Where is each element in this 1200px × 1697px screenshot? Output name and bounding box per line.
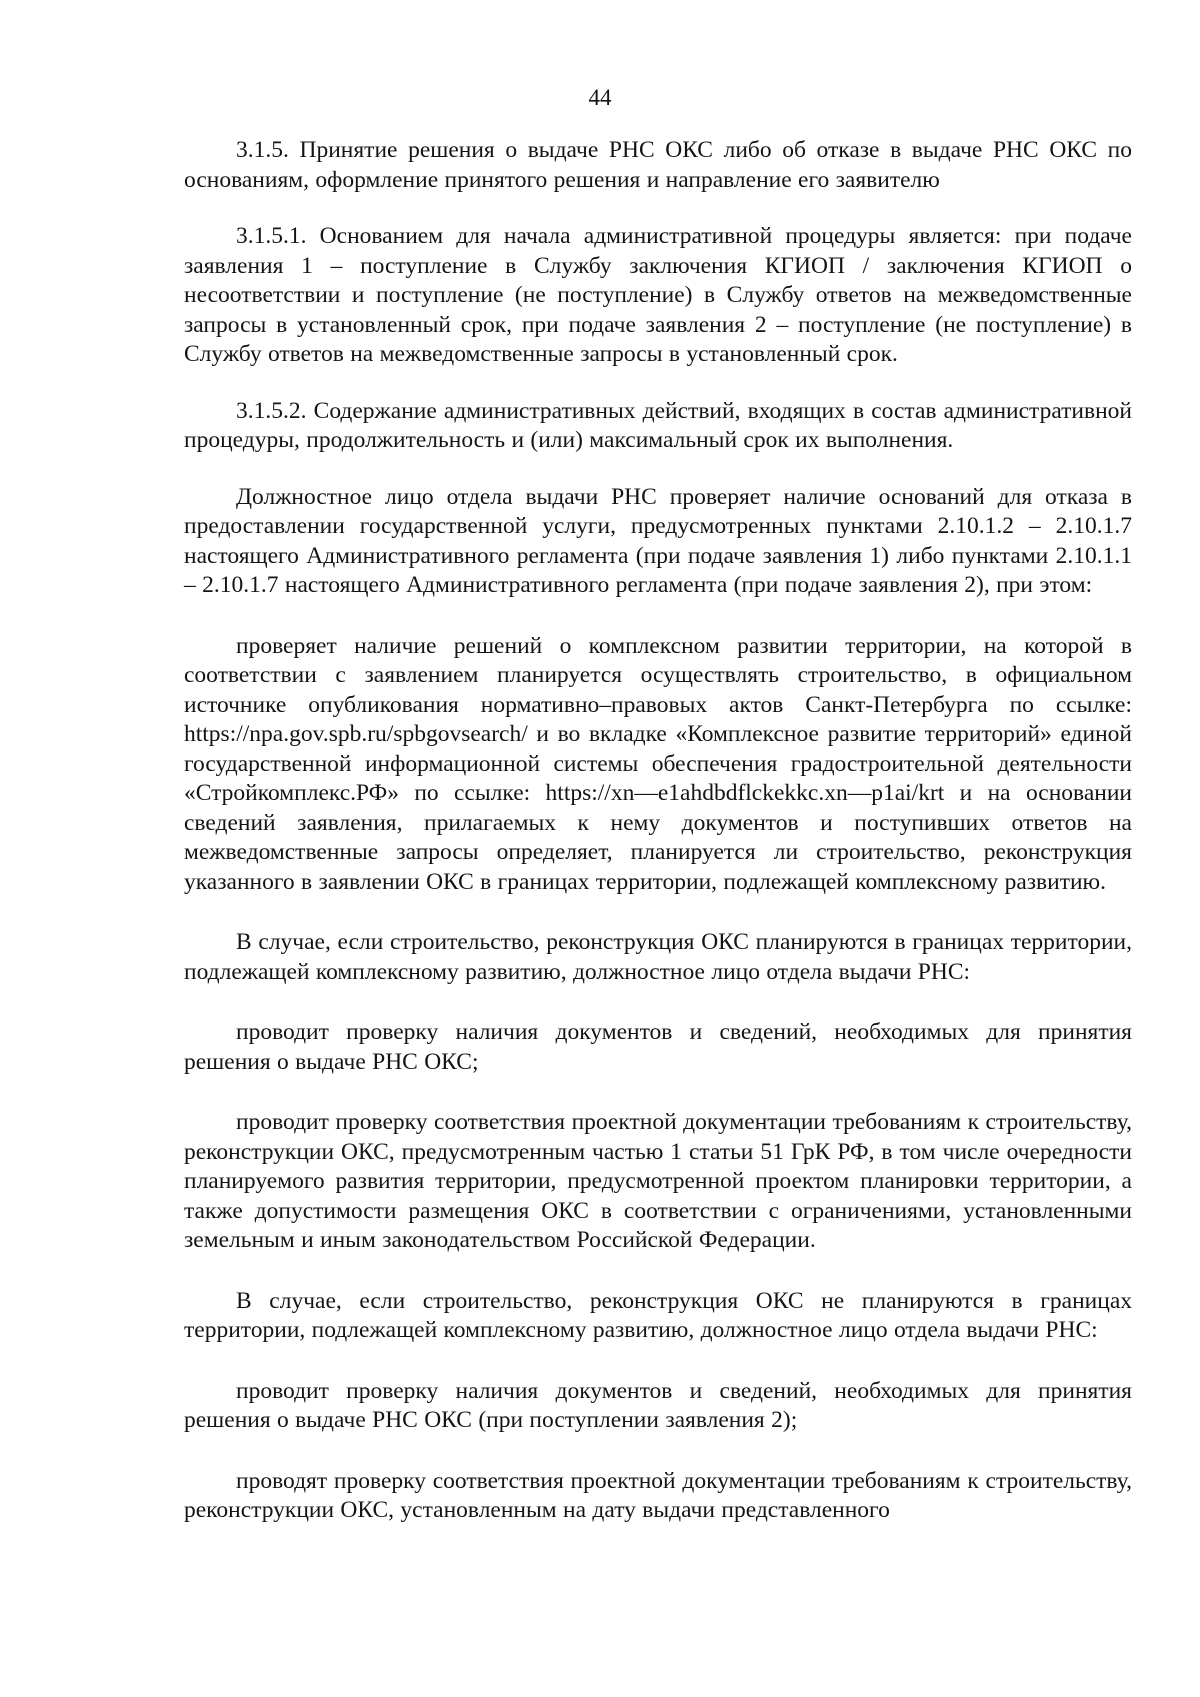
- document-body: [184, 136, 1132, 1526]
- paragraph-3-1-5-1: 3.1.5.1. Основанием для начала административной процедуры является: при подаче заявления 1 – поступление в Службу заключения КГИОП / заключения КГИОП о несоответствии и поступление (не поступление) в Службу ответов на межведомственные запросы в установленный срок, при подаче заявления 2 – поступление (не поступление) в Службу ответов на межведомственные запросы в установленный срок.: [184, 223, 1132, 367]
- paragraph-check-compliance: проводит проверку соответствия проектной документации требованиям к строительству, реконструкции ОКС, предусмотренным частью 1 статьи 51 ГрК РФ, в том числе очередности планируемого развития территории, предусмотренной проектом планировки территории, а также допустимости размещения ОКС в соответствии с ограничениями, установленными земельным и иным законодательством Российской Федерации.: [184, 1109, 1132, 1253]
- paragraph-check-documents-2: проводит проверку наличия документов и сведений, необходимых для принятия решения о выдаче РНС ОКС (при поступлении заявления 2);: [184, 1377, 1132, 1433]
- paragraph-official-check: Должностное лицо отдела выдачи РНС проверяет наличие оснований для отказа в предоставлении государственной услуги, предусмотренных пунктами 2.10.1.2 – 2.10.1.7 настоящего Административного регламента (при подаче заявления 1) либо пунктами 2.10.1.1 – 2.10.1.7 настоящего Административного регламента (при подаче заявления 2), при этом:: [184, 483, 1132, 598]
- section-heading-3-1-5: 3.1.5. Принятие решения о выдаче РНС ОКС либо об отказе в выдаче РНС ОКС по основаниям, оформление принятого решения и направление его заявителю: [184, 137, 1132, 193]
- paragraph-check-documents: проводит проверку наличия документов и сведений, необходимых для принятия решения о выдаче РНС ОКС;: [184, 1019, 1132, 1075]
- paragraph-check-decisions: проверяет наличие решений о комплексном развитии территории, на которой в соответствии с заявлением планируется осуществлять строительство, в официальном источнике опубликования нормативно–правовых актов Санкт-Петербурга по ссылке: https://npa.gov.spb.ru/spbgovsearch/ и во вкладке «Комплексное развитие территорий» единой государственной информационной системы обеспечения градостроительной деятельности «Стройкомплекс.РФ» по ссылке: https://xn—e1ahdbdflckekkc.xn—p1ai/krt и на основании сведений заявления, прилагаемых к нему документов и поступивших ответов на межведомственные запросы определяет, планируется ли строительство, реконструкция указанного в заявлении ОКС в границах территории, подлежащей комплексному развитию.: [184, 632, 1132, 895]
- paragraph-check-compliance-2: проводят проверку соответствия проектной документации требованиям к строительству, реконструкции ОКС, установленным на дату выдачи представленного: [184, 1467, 1132, 1523]
- paragraph-case-planned: В случае, если строительство, реконструкция ОКС планируются в границах территории, подлежащей комплексному развитию, должностное лицо отдела выдачи РНС:: [184, 929, 1132, 985]
- paragraph-3-1-5-2: 3.1.5.2. Содержание административных действий, входящих в состав административной процедуры, продолжительность и (или) максимальный срок их выполнения.: [184, 397, 1132, 453]
- paragraph-case-not-planned: В случае, если строительство, реконструкция ОКС не планируются в границах территории, подлежащей комплексному развитию, должностное лицо отдела выдачи РНС:: [184, 1287, 1132, 1343]
- page-number: 44: [588, 85, 612, 110]
